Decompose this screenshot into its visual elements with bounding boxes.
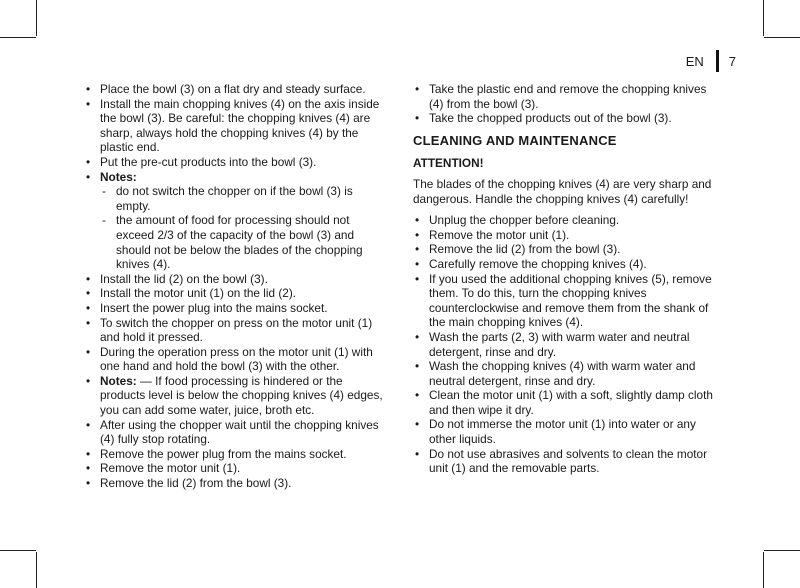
list-item: • Remove the lid (2) from the bowl (3). [413, 242, 718, 257]
notes-label: Notes: [100, 373, 137, 388]
crop-mark [0, 37, 36, 38]
list-item: • Install the lid (2) on the bowl (3). [84, 272, 384, 287]
crop-mark [36, 0, 37, 36]
notes-sublist [100, 184, 384, 272]
notes-item [84, 374, 384, 418]
list-item: • Place the bowl (3) on a flat dry and steady surface. [84, 82, 384, 97]
list-item: • If you used the additional chopping knives (5), remove them. To do this, turn the chopping knives counterclockwise and remove them from the shank of the main chopping knives (4). [413, 272, 718, 330]
sub-item: - do not switch the chopper on if the bowl (3) is empty. [100, 184, 384, 213]
notes-item [84, 170, 384, 272]
list-item: • Install the motor unit (1) on the lid (2). [84, 286, 384, 301]
crop-mark [36, 552, 37, 588]
attention-label: ATTENTION! [413, 156, 484, 171]
language-code: EN [685, 53, 704, 69]
list-item: • After using the chopper wait until the chopping knives (4) fully stop rotating. [84, 418, 384, 447]
list-item: • Put the pre-cut products into the bowl (3). [84, 155, 384, 170]
list-item: • Take the chopped products out of the bowl (3). [413, 111, 718, 126]
list-item: • Remove the power plug from the mains socket. [84, 447, 384, 462]
sub-item: - the amount of food for processing should not exceed 2/3 of the capacity of the bowl (3) and should not be below the blades of the chopping knives (4). [100, 213, 384, 271]
list-item: • Remove the motor unit (1). [84, 461, 384, 476]
list-item: • Wash the chopping knives (4) with warm water and neutral detergent, rinse and dry. [413, 359, 718, 388]
page-header [686, 50, 736, 72]
header-divider [716, 50, 719, 72]
crop-mark [763, 0, 764, 36]
list-item: • Take the plastic end and remove the chopping knives (4) from the bowl (3). [413, 82, 718, 111]
list-item: • Unplug the chopper before cleaning. [413, 213, 718, 228]
crop-mark [0, 550, 36, 551]
list-item: • During the operation press on the motor unit (1) with one hand and hold the bowl (3) with the other. [84, 345, 384, 374]
list-item: • Insert the power plug into the mains socket. [84, 301, 384, 316]
instruction-list [413, 82, 718, 126]
list-item: • Remove the lid (2) from the bowl (3). [84, 476, 384, 491]
instruction-list [84, 82, 384, 491]
list-item: • Install the main chopping knives (4) on the axis inside the bowl (3). Be careful: the chopping knives (4) are sharp, always hold the chopping knives (4) by the plastic end. [84, 97, 384, 155]
list-item: • Do not use abrasives and solvents to clean the motor unit (1) and the removable parts. [413, 447, 718, 476]
list-item: • Wash the parts (2, 3) with warm water and neutral detergent, rinse and dry. [413, 330, 718, 359]
section-title: CLEANING AND MAINTENANCE [413, 132, 617, 148]
list-item: • Do not immerse the motor unit (1) into water or any other liquids. [413, 417, 718, 446]
crop-mark [764, 37, 800, 38]
crop-mark [764, 550, 800, 551]
list-item: • Remove the motor unit (1). [413, 228, 718, 243]
attention-text: The blades of the chopping knives (4) are very sharp and dangerous. Handle the chopping knives (4) carefully! [413, 176, 712, 206]
list-item: • Clean the motor unit (1) with a soft, slightly damp cloth and then wipe it dry. [413, 388, 718, 417]
list-item: • Carefully remove the chopping knives (4). [413, 257, 718, 272]
notes-heading: Notes: [100, 169, 137, 184]
cleaning-list [413, 213, 718, 476]
page-number: 7 [728, 53, 736, 69]
right-column [413, 82, 718, 476]
list-item: • To switch the chopper on press on the motor unit (1) and hold it pressed. [84, 316, 384, 345]
left-column [84, 82, 384, 491]
crop-mark [763, 552, 764, 588]
notes-text: — If food processing is hindered or the products level is below the chopping knives (4) edges, you can add some water, juice, broth etc. [100, 373, 383, 418]
